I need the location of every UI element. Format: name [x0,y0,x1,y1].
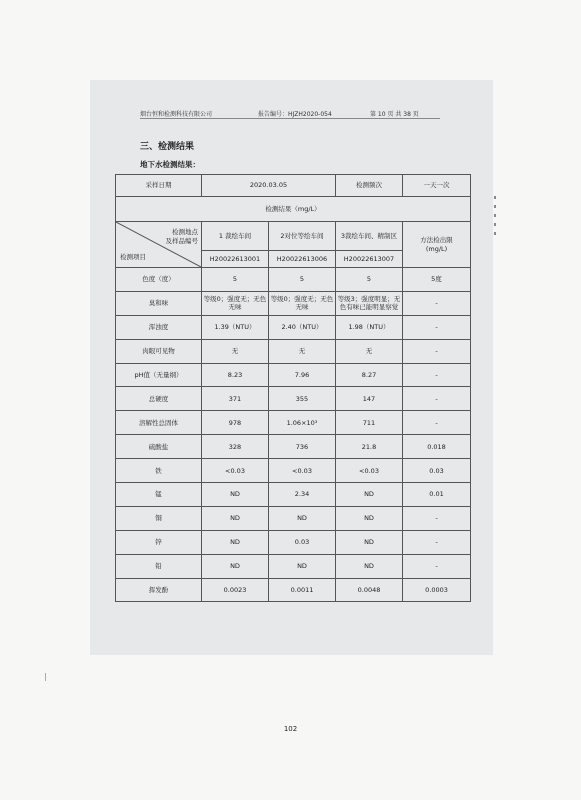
test-item: 溶解性总固体 [116,411,202,435]
result-value: ND [269,554,336,578]
result-value: ND [269,506,336,530]
results-label-row [116,197,471,222]
result-value: 2.34 [269,483,336,507]
result-value: 等级0；强度无；无色无味 [202,291,269,315]
detection-limit-value: 0.01 [403,483,471,507]
result-value: 5 [202,268,269,292]
test-item: 臭和味 [116,291,202,315]
detection-limit-value: 0.03 [403,459,471,483]
table-row [116,435,471,459]
detection-limit-value: 0.018 [403,435,471,459]
sample-code-2: H20022613006 [269,251,336,268]
test-item: 硫酸盐 [116,435,202,459]
table-row [116,363,471,387]
result-value: 无 [269,339,336,363]
result-value: 736 [269,435,336,459]
table-row [116,530,471,554]
table-row [116,506,471,530]
result-value: ND [336,530,403,554]
detection-limit-value: - [403,291,471,315]
margin-marks [492,190,498,260]
meta-row [116,175,471,197]
result-value: ND [336,506,403,530]
results-label: 检测结果（mg/L） [116,197,471,222]
site-3: 3裁绘车间、精制区 [336,222,403,251]
sample-date-label: 采样日期 [116,175,202,197]
sample-code-3: H20022613007 [336,251,403,268]
detection-limit-line-1: 方法检出限 [420,236,453,245]
table-row [116,268,471,292]
test-item: 色度（度） [116,268,202,292]
frequency-label: 检测频次 [336,175,403,197]
result-value: 7.96 [269,363,336,387]
result-value: <0.03 [269,459,336,483]
result-value: 711 [336,411,403,435]
table-row [116,483,471,507]
result-value: 2.40（NTU） [269,315,336,339]
table-row [116,578,471,602]
test-item: 铁 [116,459,202,483]
detection-limit-value: - [403,506,471,530]
table-row [116,291,471,315]
result-value: 1.06×10³ [269,411,336,435]
result-value: 等级0；强度无；无色无味 [269,291,336,315]
detection-limit-header [403,222,471,268]
test-item: 锰 [116,483,202,507]
result-value: 355 [269,387,336,411]
result-value: ND [202,506,269,530]
sub-title: 地下水检测结果： [140,160,200,169]
result-value: 8.23 [202,363,269,387]
report-number: 报告编号：HJZH2020-054 [258,111,332,118]
result-value: ND [202,530,269,554]
result-value: <0.03 [336,459,403,483]
detection-limit-value: - [403,339,471,363]
test-item: 浑浊度 [116,315,202,339]
detection-limit-value: - [403,315,471,339]
result-value: 371 [202,387,269,411]
test-item: 总硬度 [116,387,202,411]
scan-mark [45,673,49,681]
detection-limit-value: - [403,363,471,387]
test-item: 铅 [116,554,202,578]
detection-limit-value: 0.0003 [403,578,471,602]
result-value: 等级3；强度明显；无色有味已能明显察觉 [336,291,403,315]
sample-code-1: H20022613001 [202,251,269,268]
test-item: pH值（无量纲） [116,363,202,387]
test-item: 肉眼可见物 [116,339,202,363]
result-value: 1.98（NTU） [336,315,403,339]
result-value: 5 [269,268,336,292]
corner-bottom-label: 检测项目 [120,252,146,261]
detection-limit-value: - [403,530,471,554]
table-row [116,459,471,483]
table-row [116,387,471,411]
table-row [116,315,471,339]
result-value: 0.03 [269,530,336,554]
result-value: <0.03 [202,459,269,483]
result-value: 无 [336,339,403,363]
test-item: 挥发酚 [116,578,202,602]
section-title: 三、检测结果 [140,142,195,152]
company-name: 烟台恒和检测科技有限公司 [140,111,213,118]
test-item: 锌 [116,530,202,554]
site-1: 1 裁绘车间 [202,222,269,251]
site-header-row [116,222,471,251]
page-info: 第 10 页 共 38 页 [370,111,419,118]
test-item: 铜 [116,506,202,530]
frequency-value: 一天一次 [403,175,471,197]
detection-limit-value: - [403,387,471,411]
result-value: ND [202,483,269,507]
table-row [116,554,471,578]
result-value: ND [202,554,269,578]
result-value: 0.0011 [269,578,336,602]
corner-top-label [166,228,199,246]
result-value: 978 [202,411,269,435]
result-value: 1.39（NTU） [202,315,269,339]
result-value: 147 [336,387,403,411]
result-value: 8.27 [336,363,403,387]
result-value: 21.8 [336,435,403,459]
site-2: 2对位等绘车间 [269,222,336,251]
table-row [116,411,471,435]
result-value: ND [336,554,403,578]
header-divider [140,118,440,119]
result-value: 0.0023 [202,578,269,602]
result-value: ND [336,483,403,507]
header-corner-cell [116,222,202,268]
result-value: 328 [202,435,269,459]
result-value: 无 [202,339,269,363]
sample-date: 2020.03.05 [202,175,336,197]
corner-top-line-2: 及样品编号 [165,236,198,245]
result-value: 5 [336,268,403,292]
result-value: 0.0048 [336,578,403,602]
corner-top-line-1: 检测地点 [172,228,198,236]
page-number: 102 [283,725,298,733]
detection-limit-line-2: (mg/L) [425,244,448,253]
detection-limit-value: 5度 [403,268,471,292]
results-body [116,268,471,602]
detection-limit-value: - [403,411,471,435]
results-table [115,174,471,602]
table-row [116,339,471,363]
detection-limit-value: - [403,554,471,578]
